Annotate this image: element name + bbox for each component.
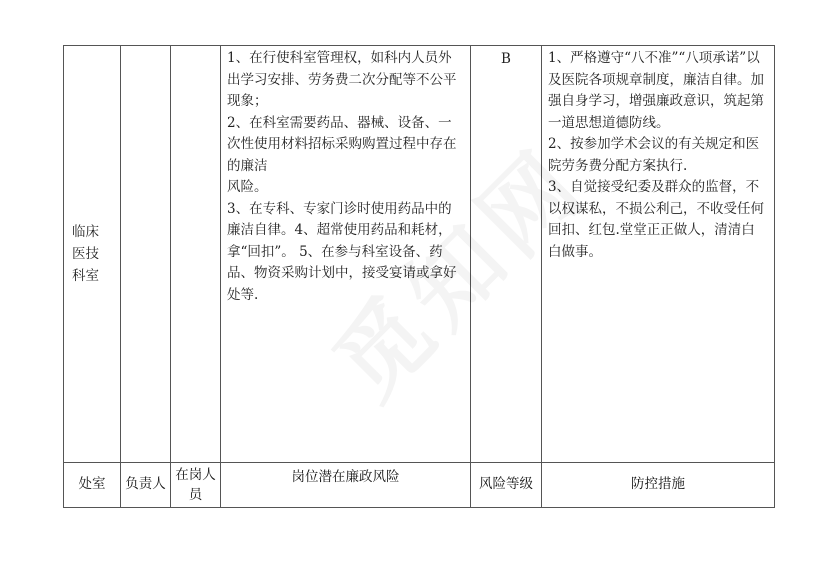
header-head: 负责人 bbox=[121, 463, 171, 508]
header-control: 防控措施 bbox=[542, 463, 775, 508]
header-risk: 岗位潜在廉政风险 bbox=[221, 463, 471, 508]
header-level: 风险等级 bbox=[471, 463, 542, 508]
table-row bbox=[64, 46, 775, 463]
header-row bbox=[64, 463, 775, 508]
control-cell bbox=[542, 46, 775, 463]
staff-cell bbox=[171, 46, 221, 463]
risk-control-table bbox=[63, 45, 775, 508]
risk-item-1: 1、在行使科室管理权，如科内人员外出学习安排、劳务费二次分配等不公平现象； bbox=[227, 50, 457, 109]
control-item-3: 3、自觉接受纪委及群众的监督，不以权谋私，不损公利己，不收受任何回扣、红包.堂堂正正做人，清清白白做事。 bbox=[548, 179, 764, 260]
control-item-2: 2、按参加学术会议的有关规定和医院劳务费分配方案执行. bbox=[548, 136, 760, 174]
head-cell bbox=[121, 46, 171, 463]
header-department: 处室 bbox=[64, 463, 121, 508]
control-item-1: 1、严格遵守“八不准”“八项承诺”以及医院各项规章制度，廉洁自律。加强自身学习，增强廉政意识，筑起第一道思想道德防线。 bbox=[548, 50, 764, 131]
risk-level-cell: B bbox=[471, 46, 542, 463]
department-cell bbox=[64, 46, 121, 463]
risk-item-2-cont: 风险。 bbox=[227, 179, 268, 195]
header-staff: 在岗人员 bbox=[171, 463, 221, 508]
department-name: 临床医技科室 bbox=[72, 224, 99, 284]
risk-item-2: 2、在科室需要药品、器械、设备、一次性使用材料招标采购购置过程中存在的廉洁 bbox=[227, 114, 457, 174]
risk-item-3-5: 3、在专科、专家门诊时使用药品中的廉洁自律。4、超常使用药品和耗材，拿“回扣”。 5、在参与科室设备、药品、物资采购计划中，接受宴请或拿好处等. bbox=[227, 200, 457, 303]
risk-cell bbox=[221, 46, 471, 463]
